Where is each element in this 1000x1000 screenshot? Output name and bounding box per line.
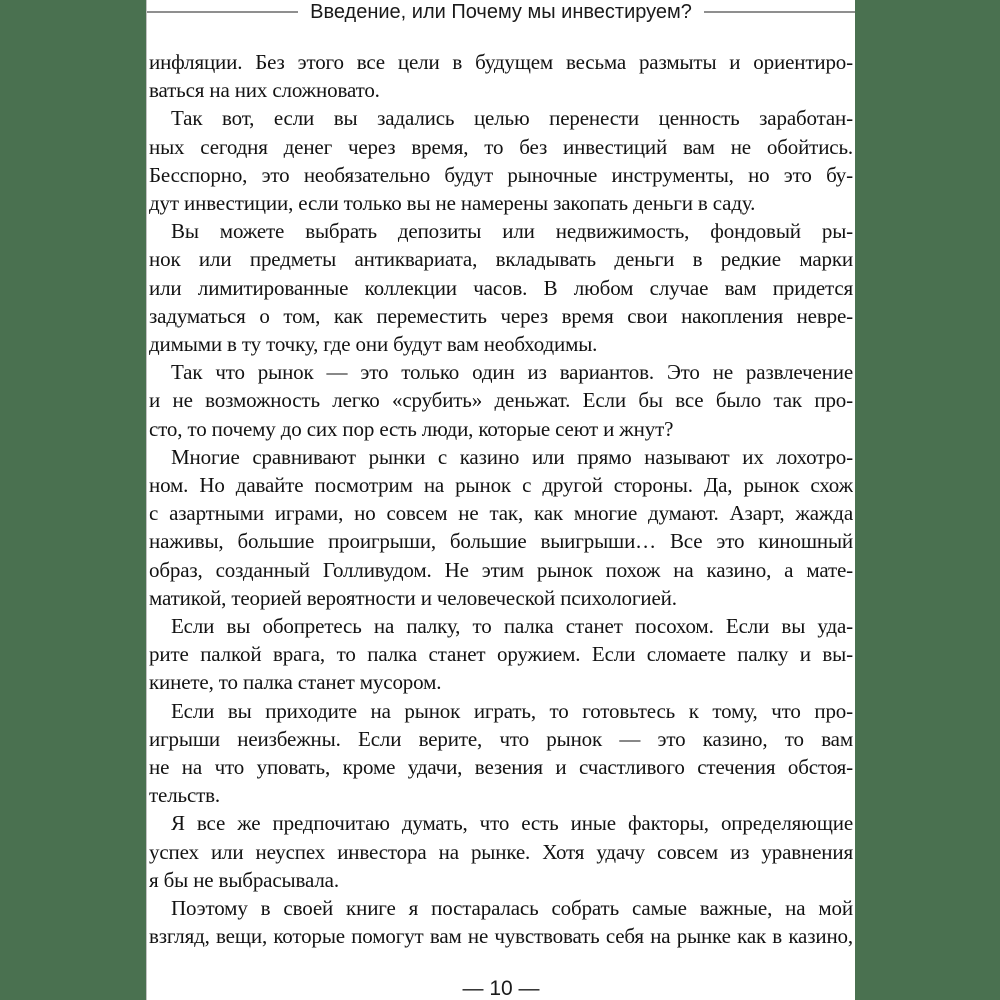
text-line: рите палкой врага, то палка станет оружием. Если сломаете палку и вы- <box>149 642 853 667</box>
text-line: нок или предметы антиквариата, вкладывать деньги в редкие марки <box>149 247 853 272</box>
text-line: образ, созданный Голливудом. Не этим рынок похож на казино, а мате- <box>149 557 853 582</box>
text-line: не на что уповать, кроме удачи, везения и счастливого стечения обстоя- <box>149 755 853 780</box>
text-line: тельств. <box>149 783 221 808</box>
text-line: Вы можете выбрать депозиты или недвижимость, фондовый ры- <box>171 219 853 244</box>
running-header <box>147 0 855 23</box>
text-line: Так вот, если вы задались целью перенести ценность заработан- <box>171 106 853 131</box>
text-line: Если вы обопретесь на палку, то палка станет посохом. Если вы уда- <box>171 614 853 639</box>
text-line: и не возможность легко «срубить» деньжат. Если бы все было так про- <box>149 388 853 413</box>
text-line: взгляд, вещи, которые помогут вам не чувствовать себя на рынке как в казино, <box>149 924 853 949</box>
page-footer <box>147 978 855 999</box>
text-line: игрыши неизбежны. Если верите, что рынок — это казино, то вам <box>149 726 853 751</box>
text-line: инфляции. Без этого все цели в будущем весьма размыты и ориентиро- <box>149 50 853 74</box>
text-line: сто, то почему до сих пор есть люди, которые сеют и жнут? <box>149 416 674 441</box>
text-line: Бесспорно, это необязательно будут рыночные инструменты, но это бу- <box>149 162 853 187</box>
text-line: Я все же предпочитаю думать, что есть иные факторы, определяющие <box>171 811 853 836</box>
text-line: Поэтому в своей книге я постаралась собрать самые важные, на мой <box>171 896 853 921</box>
body-text <box>147 48 855 951</box>
text-line: с азартными играми, но совсем не так, как многие думают. Азарт, жажда <box>149 501 853 526</box>
text-line: ном. Но давайте посмотрим на рынок с другой стороны. Да, рынок схож <box>149 473 853 498</box>
text-line: ных сегодня денег через время, то без инвестиций вам не обойтись. <box>149 134 853 159</box>
text-line: матикой, теорией вероятности и человеческой психологией. <box>149 585 677 610</box>
text-line: или лимитированные коллекции часов. В любом случае вам придется <box>149 275 853 300</box>
text-line: кинете, то палка станет мусором. <box>149 670 442 695</box>
page-number: — 10 — <box>462 977 540 1000</box>
book-cover-right-band <box>855 0 1000 1000</box>
text-line: наживы, большие проигрыши, большие выигрыши… Все это киношный <box>149 529 853 554</box>
chapter-header-title: Введение, или Почему мы инвестируем? <box>310 1 692 23</box>
text-line: я бы не выбрасывала. <box>149 867 339 892</box>
text-line: Многие сравнивают рынки с казино или прямо называют их лохотро- <box>171 444 853 469</box>
text-line: задуматься о том, как переместить через время свои накопления невре- <box>149 303 853 328</box>
text-line: дут инвестиции, если только вы не намерены закопать деньги в саду. <box>149 191 756 216</box>
text-line: успех или неуспех инвестора на рынке. Хотя удачу совсем из уравнения <box>149 839 853 864</box>
book-cover-left-band <box>0 0 146 1000</box>
text-line: димыми в ту точку, где они будут вам необходимы. <box>149 332 598 357</box>
header-rule-right <box>704 11 855 13</box>
text-line: Если вы приходите на рынок играть, то готовьтесь к тому, что про- <box>171 698 853 723</box>
book-page <box>146 0 855 1000</box>
text-line: Так что рынок — это только один из вариантов. Это не развлечение <box>171 360 853 385</box>
text-line: ваться на них сложновато. <box>149 78 380 103</box>
header-rule-left <box>147 11 298 13</box>
